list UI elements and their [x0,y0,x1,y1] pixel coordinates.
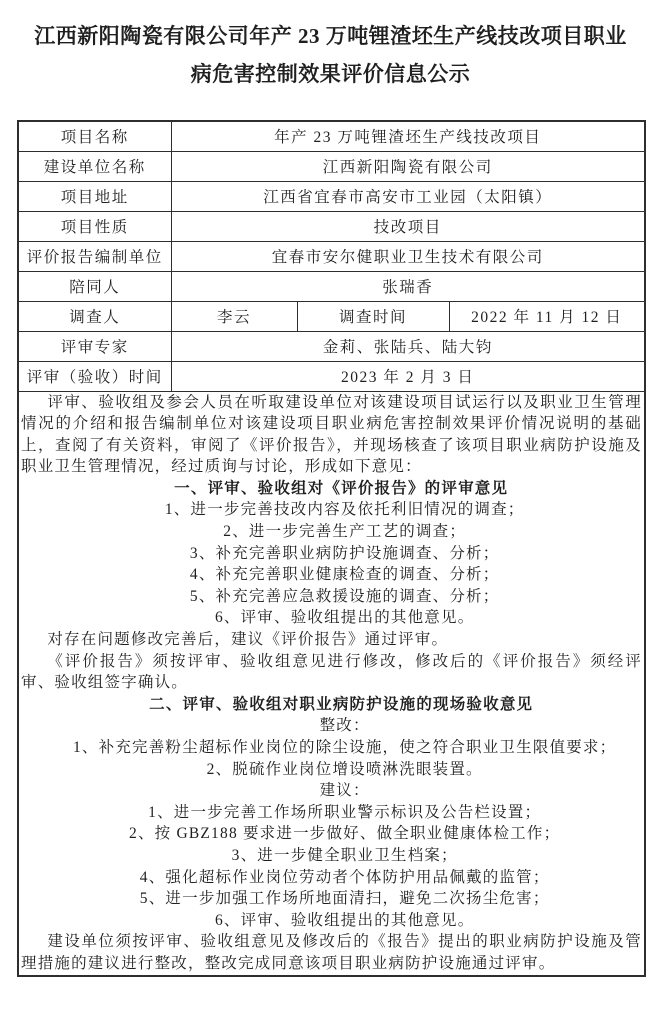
field-label: 项目地址 [18,181,171,211]
field-label: 调查人 [18,301,171,331]
field-value: 2023 年 2 月 3 日 [171,361,645,391]
field-value: 金莉、张陆兵、陆大钧 [171,331,645,361]
opinion-cell [18,391,645,976]
list-item: 6、评审、验收组提出的其他意见。 [214,609,475,627]
field-label: 评审（验收）时间 [18,361,171,391]
list-item: 1、进一步完善技改内容及依托利旧情况的调查； [164,501,525,519]
table-row [18,301,645,331]
list-item: 2、按 GBZ188 要求进一步做好、做全职业健康体检工作； [129,825,561,843]
field-value: 张瑞香 [171,271,645,301]
table-row [18,331,645,361]
field-label: 项目名称 [18,121,171,151]
table-row [18,181,645,211]
list-item: 6、评审、验收组提出的其他意见。 [214,911,475,929]
field-value: 宜春市安尔健职业卫生技术有限公司 [171,241,645,271]
table-row [18,271,645,301]
field-value: 江西省宜春市高安市工业园（太阳镇） [171,181,645,211]
field-label: 建设单位名称 [18,151,171,181]
opinion-intro: 评审、验收组及参会人员在听取建设单位对该建设项目试运行以及职业卫生管理情况的介绍和报告编制单位对该建设项目职业病危害控制效果评价情况说明的基础上，查阅了有关资料，审阅了《评价报告》，并现场核查了该项目职业病防护设施及职业卫生管理情况，经过质询与讨论，形成如下意见： [21,393,642,476]
table-row [18,121,645,151]
field-value: 年产 23 万吨锂渣坯生产线技改项目 [171,121,645,151]
opinion-text [21,392,642,975]
table-row [18,241,645,271]
section1-heading: 一、评审、验收组对《评价报告》的评审意见 [174,479,509,497]
list-item: 3、补充完善职业病防护设施调查、分析； [189,544,500,562]
page-title: 江西新阳陶瓷有限公司年产 23 万吨锂渣坯生产线技改项目职业病危害控制效果评价信息公示 [34,24,627,86]
list-item: 2、脱硫作业岗位增设喷淋洗眼装置。 [206,760,483,778]
list-item: 4、强化超标作业岗位劳动者个体防护用品佩戴的监管； [139,868,550,886]
section2-heading: 二、评审、验收组对职业病防护设施的现场验收意见 [149,695,534,713]
section1-paragraph: 对存在问题修改完善后，建议《评价报告》通过评审。 [47,631,449,649]
section1-paragraph: 《评价报告》须按评审、验收组意见进行修改，修改后的《评价报告》须经评审、验收组签字确认。 [21,652,642,692]
list-item: 3、进一步健全职业卫生档案； [231,846,458,864]
field-label: 调查时间 [297,301,449,331]
suggest-label: 建议： [319,782,370,800]
field-value: 2022 年 11 月 12 日 [449,301,645,331]
field-label: 评审专家 [18,331,171,361]
list-item: 5、补充完善应急救援设施的调查、分析； [189,587,500,605]
list-item: 4、补充完善职业健康检查的调查、分析； [189,566,500,584]
list-item: 1、进一步完善工作场所职业警示标识及公告栏设置； [148,803,542,821]
field-label: 项目性质 [18,211,171,241]
rectify-label: 整改： [319,717,370,735]
field-label: 评价报告编制单位 [18,241,171,271]
table-row [18,361,645,391]
table-row [18,151,645,181]
table-row [18,391,645,976]
field-value: 李云 [171,301,297,331]
list-item: 1、补充完善粉尘超标作业岗位的除尘设施，使之符合职业卫生限值要求； [72,739,617,756]
closing-paragraph: 建设单位须按评审、验收组意见及修改后的《报告》提出的职业病防护设施及管理措施的建议进行整改，整改完成同意该项目职业病防护设施通过评审。 [21,933,642,972]
list-item: 5、进一步加强工作场所地面清扫，避免二次扬尘危害； [139,890,550,908]
table-row [18,211,645,241]
field-value: 江西新阳陶瓷有限公司 [171,151,645,181]
notice-page [0,17,661,1017]
field-value: 技改项目 [171,211,645,241]
list-item: 2、进一步完善生产工艺的调查； [223,523,467,541]
field-label: 陪同人 [18,271,171,301]
info-table [17,120,646,977]
